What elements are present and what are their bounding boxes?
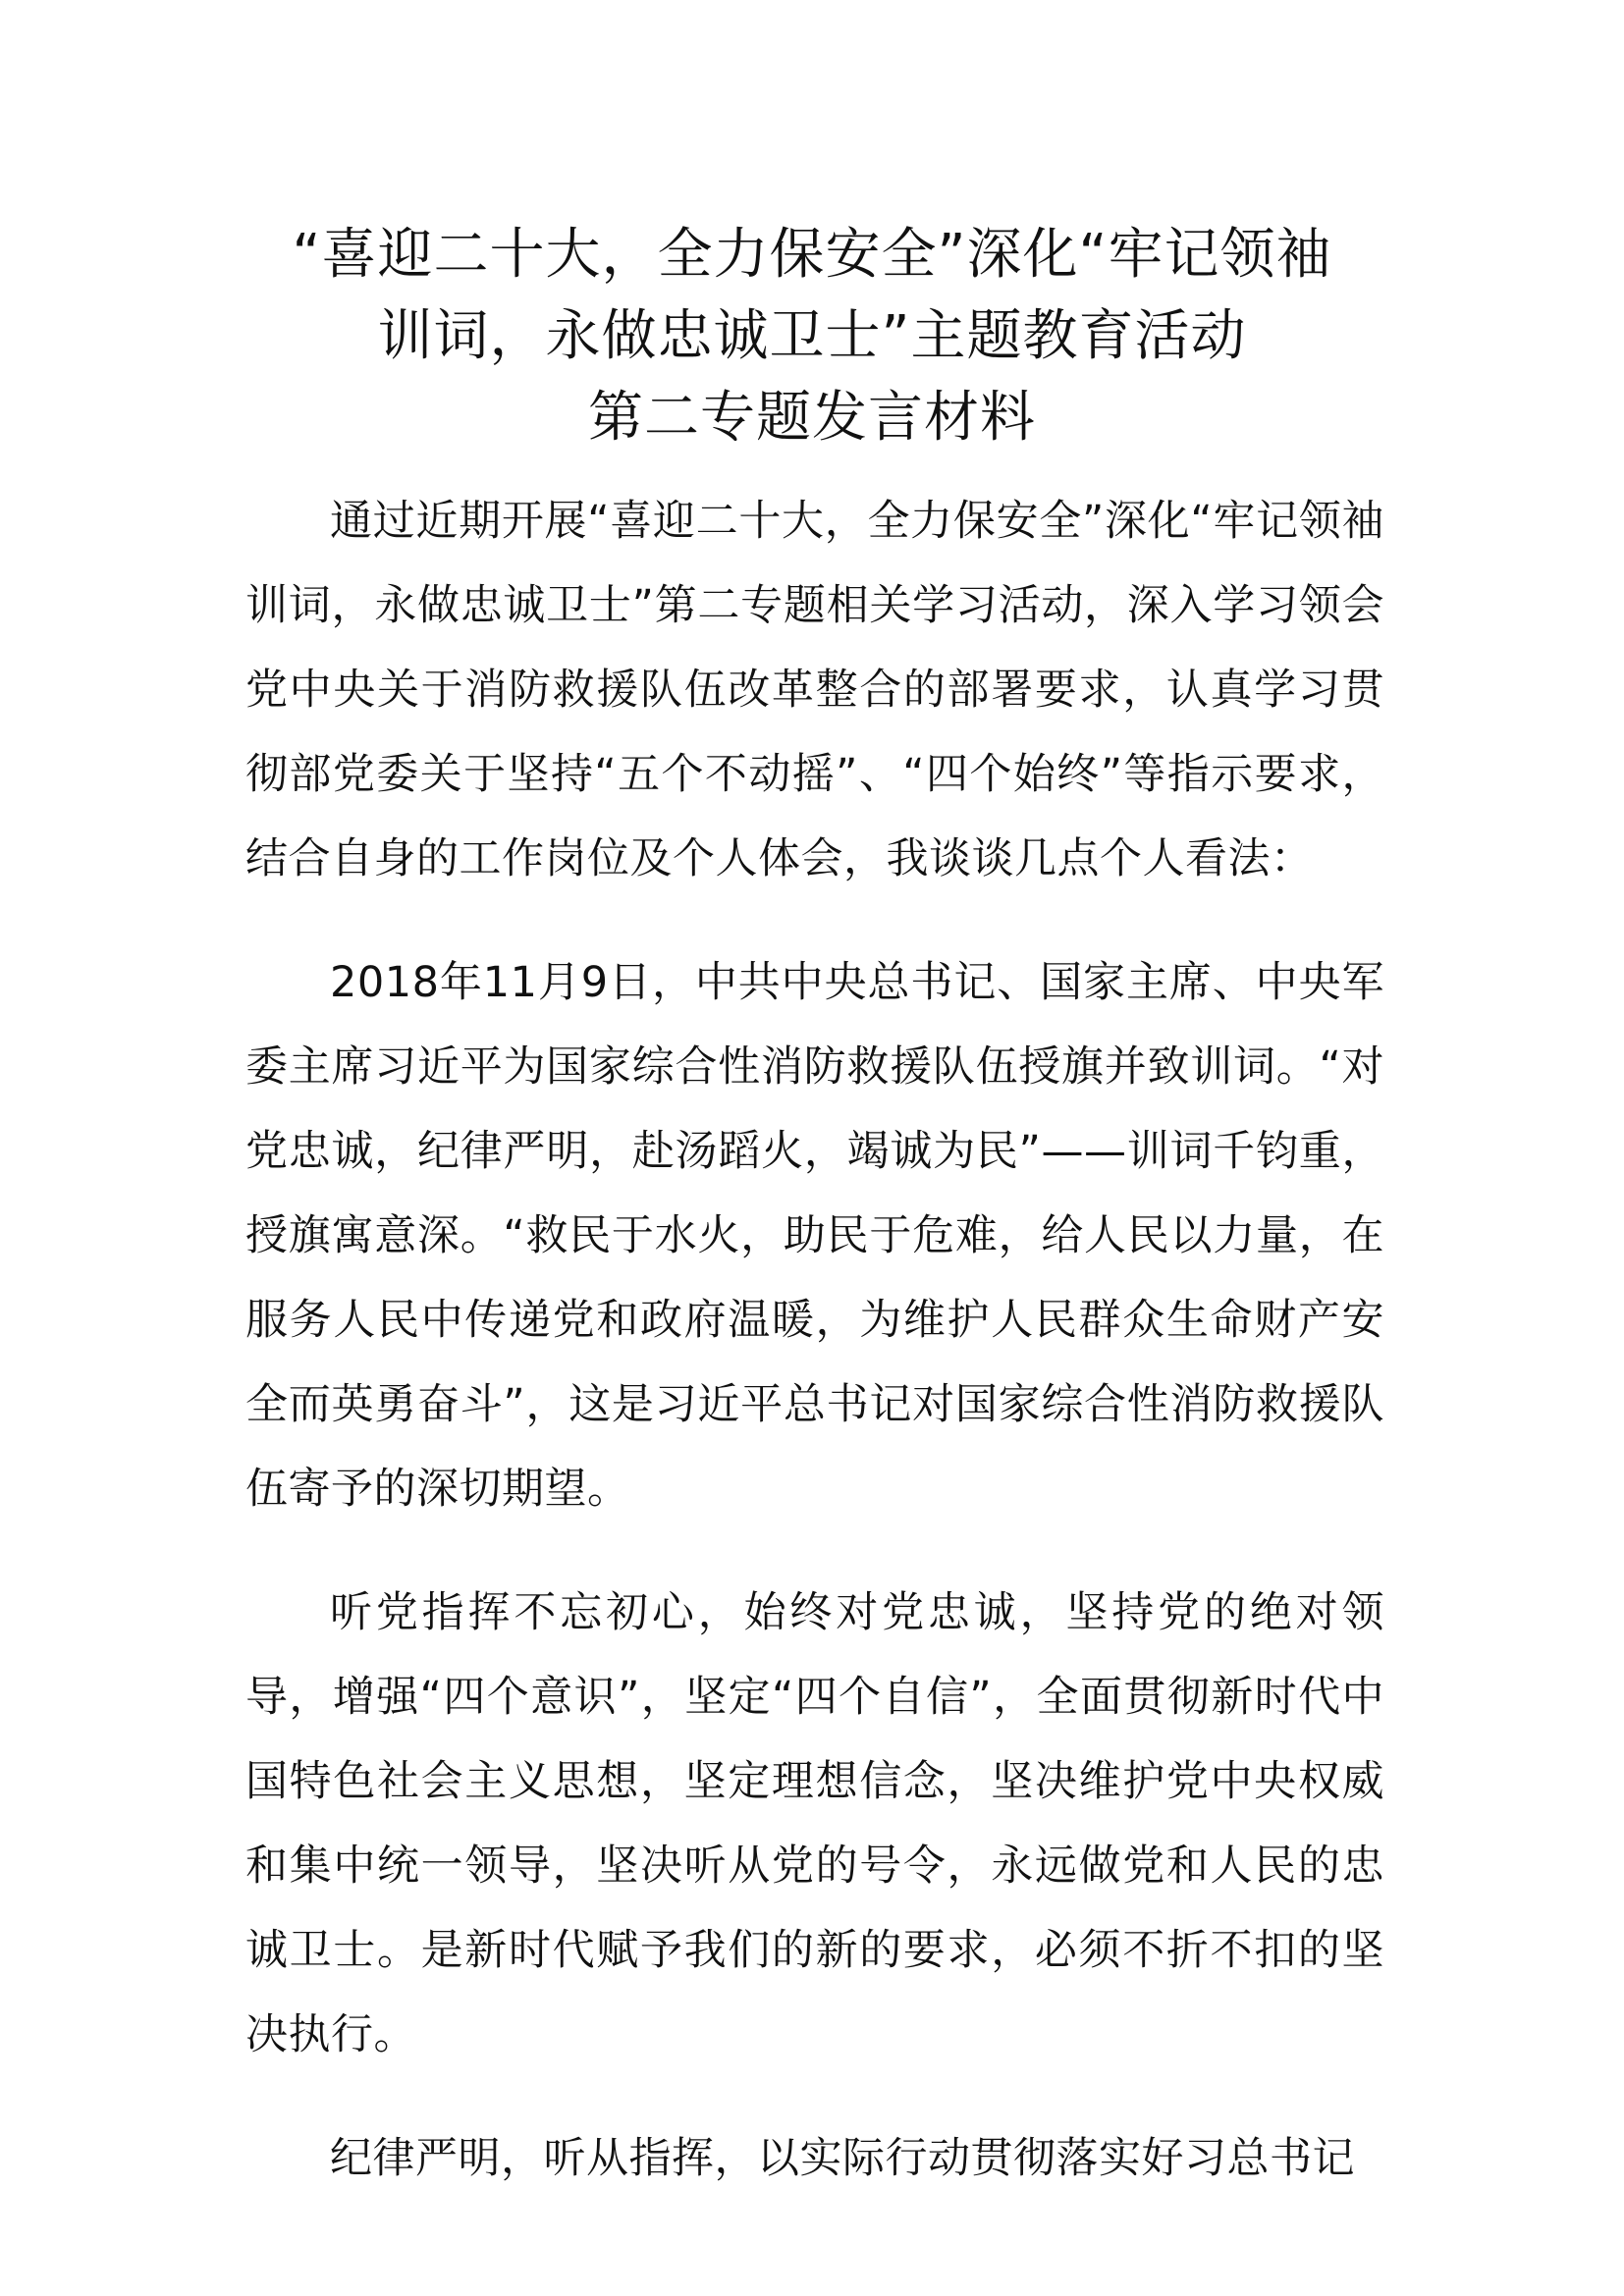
document-title <box>236 214 1388 458</box>
document-body <box>245 479 1384 2201</box>
paragraph-flag-ceremony: 2018年11月9日，中共中央总书记、国家主席、中央军委主席习近平为国家综合性消防救援队伍授旗并致训词。“对党忠诚，纪律严明，赴汤蹈火，竭诚为民”——训词千钧重，授旗寓意深。“救民于水火，助民于危难，给人民以力量，在服务人民中传递党和政府温暖，为维护人民群众生命财产安全而英勇奋斗”，这是习近平总书记对国家综合性消防救援队伍寄予的深切期望。 <box>245 958 1384 1514</box>
paragraph-discipline: 纪律严明，听从指挥，以实际行动贯彻落实好习总书记 <box>330 2134 1355 2183</box>
paragraph-intro: 通过近期开展“喜迎二十大，全力保安全”深化“牢记领袖训词，永做忠诚卫士”第二专题相关学习活动，深入学习领会党中央关于消防救援队伍改革整合的部署要求，认真学习贯彻部党委关于坚持“五个不动摇”、“四个始终”等指示要求，结合自身的工作岗位及个人体会，我谈谈几点个人看法： <box>245 497 1384 883</box>
title-line-2: 训词，永做忠诚卫士”主题教育活动 <box>377 304 1247 368</box>
title-line-1: “喜迎二十大，全力保安全”深化“牢记领袖 <box>292 223 1332 287</box>
paragraph-loyalty: 听党指挥不忘初心，始终对党忠诚，坚持党的绝对领导，增强“四个意识”，坚定“四个自信”，全面贯彻新时代中国特色社会主义思想，坚定理想信念，坚决维护党中央权威和集中统一领导，坚决听从党的号令，永远做党和人民的忠诚卫士。是新时代赋予我们的新的要求，必须不折不扣的坚决执行。 <box>245 1588 1384 2059</box>
title-line-3: 第二专题发言材料 <box>588 386 1036 450</box>
